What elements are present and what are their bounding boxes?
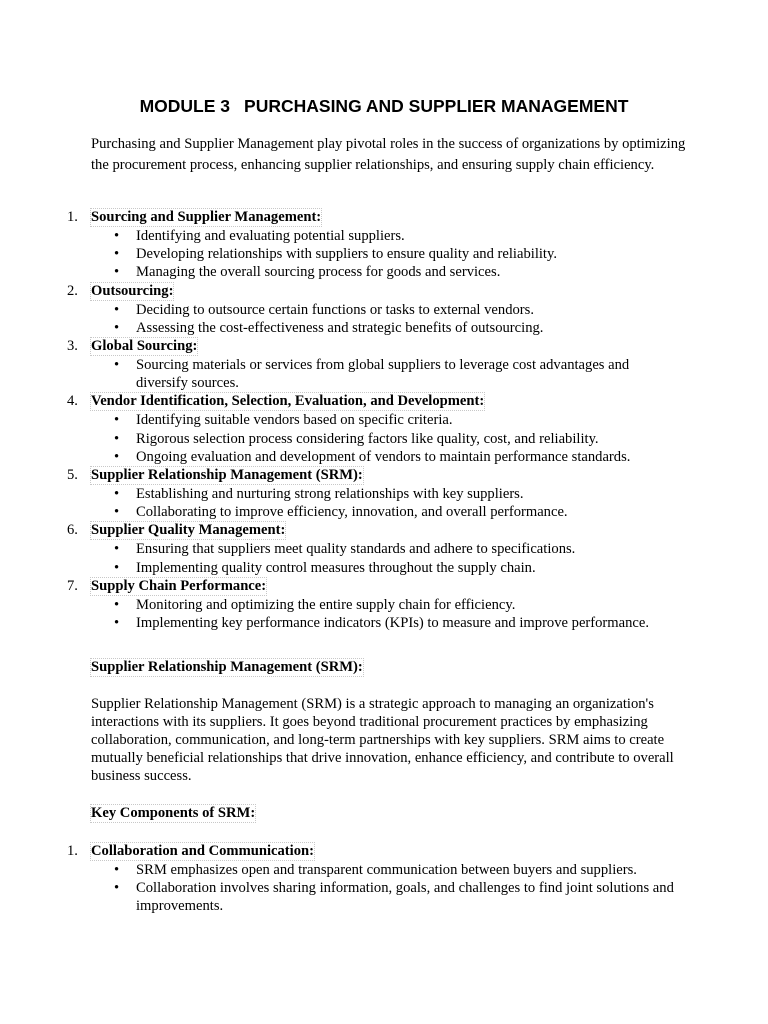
bullet-icon: • — [114, 228, 120, 244]
item-number: 1. — [67, 843, 78, 859]
bullet-text: Implementing quality control measures throughout the supply chain. — [136, 559, 536, 576]
bullet-text: Developing relationships with suppliers to ensure quality and reliability. — [136, 246, 557, 263]
bullet-item — [114, 879, 681, 915]
bullet-item — [114, 263, 681, 281]
bullet-icon: • — [114, 430, 120, 447]
bullet-icon: • — [114, 880, 120, 897]
bullet-text: Identifying and evaluating potential suppliers. — [136, 228, 405, 244]
bullet-icon: • — [114, 862, 120, 878]
bullet-icon: • — [114, 596, 120, 613]
bullet-icon: • — [114, 504, 120, 521]
bullet-text: Implementing key performance indicators (KPIs) to measure and improve performance. — [136, 615, 650, 632]
bullet-text: Rigorous selection process considering factors like quality, cost, and reliability. — [136, 430, 599, 447]
bullet-item — [114, 485, 681, 503]
page-title — [0, 95, 768, 117]
bullet-list — [91, 596, 681, 632]
bullet-text: SRM emphasizes open and transparent communication between buyers and suppliers. — [136, 862, 637, 878]
bullet-text: Establishing and nurturing strong relationships with key suppliers. — [136, 486, 524, 503]
bullet-list — [91, 356, 681, 392]
bullet-icon: • — [114, 319, 120, 336]
item-number: 1. — [67, 209, 78, 225]
item-heading: Supplier Relationship Management (SRM): — [91, 467, 363, 484]
key-components-list — [0, 842, 768, 916]
item-number: 3. — [67, 338, 78, 355]
bullet-item — [114, 245, 681, 263]
bullet-icon: • — [114, 301, 120, 318]
bullet-text: Ensuring that suppliers meet quality standards and adhere to specifications. — [136, 541, 576, 558]
bullet-list — [91, 411, 681, 466]
numbered-item — [0, 466, 768, 521]
numbered-item — [0, 577, 768, 632]
item-heading: Global Sourcing: — [91, 338, 198, 355]
item-number: 4. — [67, 393, 78, 410]
bullet-text: Collaborating to improve efficiency, innovation, and overall performance. — [136, 504, 568, 521]
bullet-item — [114, 227, 681, 245]
srm-paragraph: Supplier Relationship Management (SRM) is a strategic approach to managing an organization's interactions with its suppliers. It goes beyond traditional procurement practices by emphasizing collaboration, communication, and long-term partnerships with key suppliers. SRM aims to create mutually beneficial relationships that drive innovation, enhance efficiency, and contribute to overall business success. — [91, 696, 674, 784]
item-number: 2. — [67, 282, 78, 299]
intro-paragraph: Purchasing and Supplier Management play pivotal roles in the success of organizations by optimizing the procurement process, enhancing supplier relationships, and ensuring supply chain efficiency. — [91, 136, 686, 173]
numbered-item — [0, 392, 768, 466]
bullet-list — [91, 301, 681, 337]
main-numbered-list — [0, 208, 768, 632]
item-heading: Collaboration and Communication: — [91, 843, 314, 859]
bullet-item — [114, 411, 681, 429]
item-heading: Outsourcing: — [91, 282, 174, 299]
bullet-item — [114, 503, 681, 521]
bullet-icon: • — [114, 246, 120, 263]
bullet-list — [91, 861, 681, 916]
numbered-item — [0, 337, 768, 392]
item-number: 5. — [67, 467, 78, 484]
key-components-heading: Key Components of SRM: — [91, 805, 256, 821]
bullet-item — [114, 614, 681, 632]
item-heading: Sourcing and Supplier Management: — [91, 209, 322, 225]
bullet-text: Assessing the cost-effectiveness and strategic benefits of outsourcing. — [136, 319, 544, 336]
item-heading: Vendor Identification, Selection, Evaluation, and Development: — [91, 393, 485, 410]
bullet-text: Managing the overall sourcing process for goods and services. — [136, 264, 501, 281]
bullet-text: Sourcing materials or services from global suppliers to leverage cost advantages and diversify sources. — [136, 357, 630, 392]
bullet-list — [91, 540, 681, 576]
item-number: 6. — [67, 522, 78, 539]
bullet-icon: • — [114, 541, 120, 558]
numbered-item — [0, 842, 768, 916]
bullet-item — [114, 448, 681, 466]
bullet-text: Ongoing evaluation and development of vendors to maintain performance standards. — [136, 448, 631, 465]
bullet-item — [114, 540, 681, 558]
bullet-list — [91, 227, 681, 282]
bullet-item — [114, 301, 681, 319]
bullet-text: Deciding to outsource certain functions or tasks to external vendors. — [136, 301, 534, 318]
numbered-item — [0, 208, 768, 282]
bullet-icon: • — [114, 486, 120, 503]
bullet-item — [114, 559, 681, 577]
item-heading: Supplier Quality Management: — [91, 522, 286, 539]
bullet-icon: • — [114, 412, 120, 429]
bullet-text: Identifying suitable vendors based on specific criteria. — [136, 412, 453, 429]
bullet-icon: • — [114, 615, 120, 632]
module-title: PURCHASING AND SUPPLIER MANAGEMENT — [244, 96, 629, 116]
srm-section-heading: Supplier Relationship Management (SRM): — [91, 659, 363, 675]
bullet-list — [91, 485, 681, 521]
bullet-item — [114, 596, 681, 614]
bullet-text: Collaboration involves sharing information, goals, and challenges to find joint solutions and improvements. — [136, 880, 674, 915]
bullet-item — [114, 319, 681, 337]
bullet-icon: • — [114, 264, 120, 281]
numbered-item — [0, 521, 768, 576]
bullet-icon: • — [114, 559, 120, 576]
numbered-item — [0, 282, 768, 337]
item-number: 7. — [67, 577, 78, 594]
bullet-icon: • — [114, 357, 120, 374]
bullet-item — [114, 430, 681, 448]
bullet-icon: • — [114, 448, 120, 465]
bullet-item — [114, 861, 681, 879]
module-number: MODULE 3 — [139, 96, 231, 116]
bullet-item — [114, 356, 681, 392]
item-heading: Supply Chain Performance: — [91, 577, 267, 594]
bullet-text: Monitoring and optimizing the entire supply chain for efficiency. — [136, 596, 516, 613]
